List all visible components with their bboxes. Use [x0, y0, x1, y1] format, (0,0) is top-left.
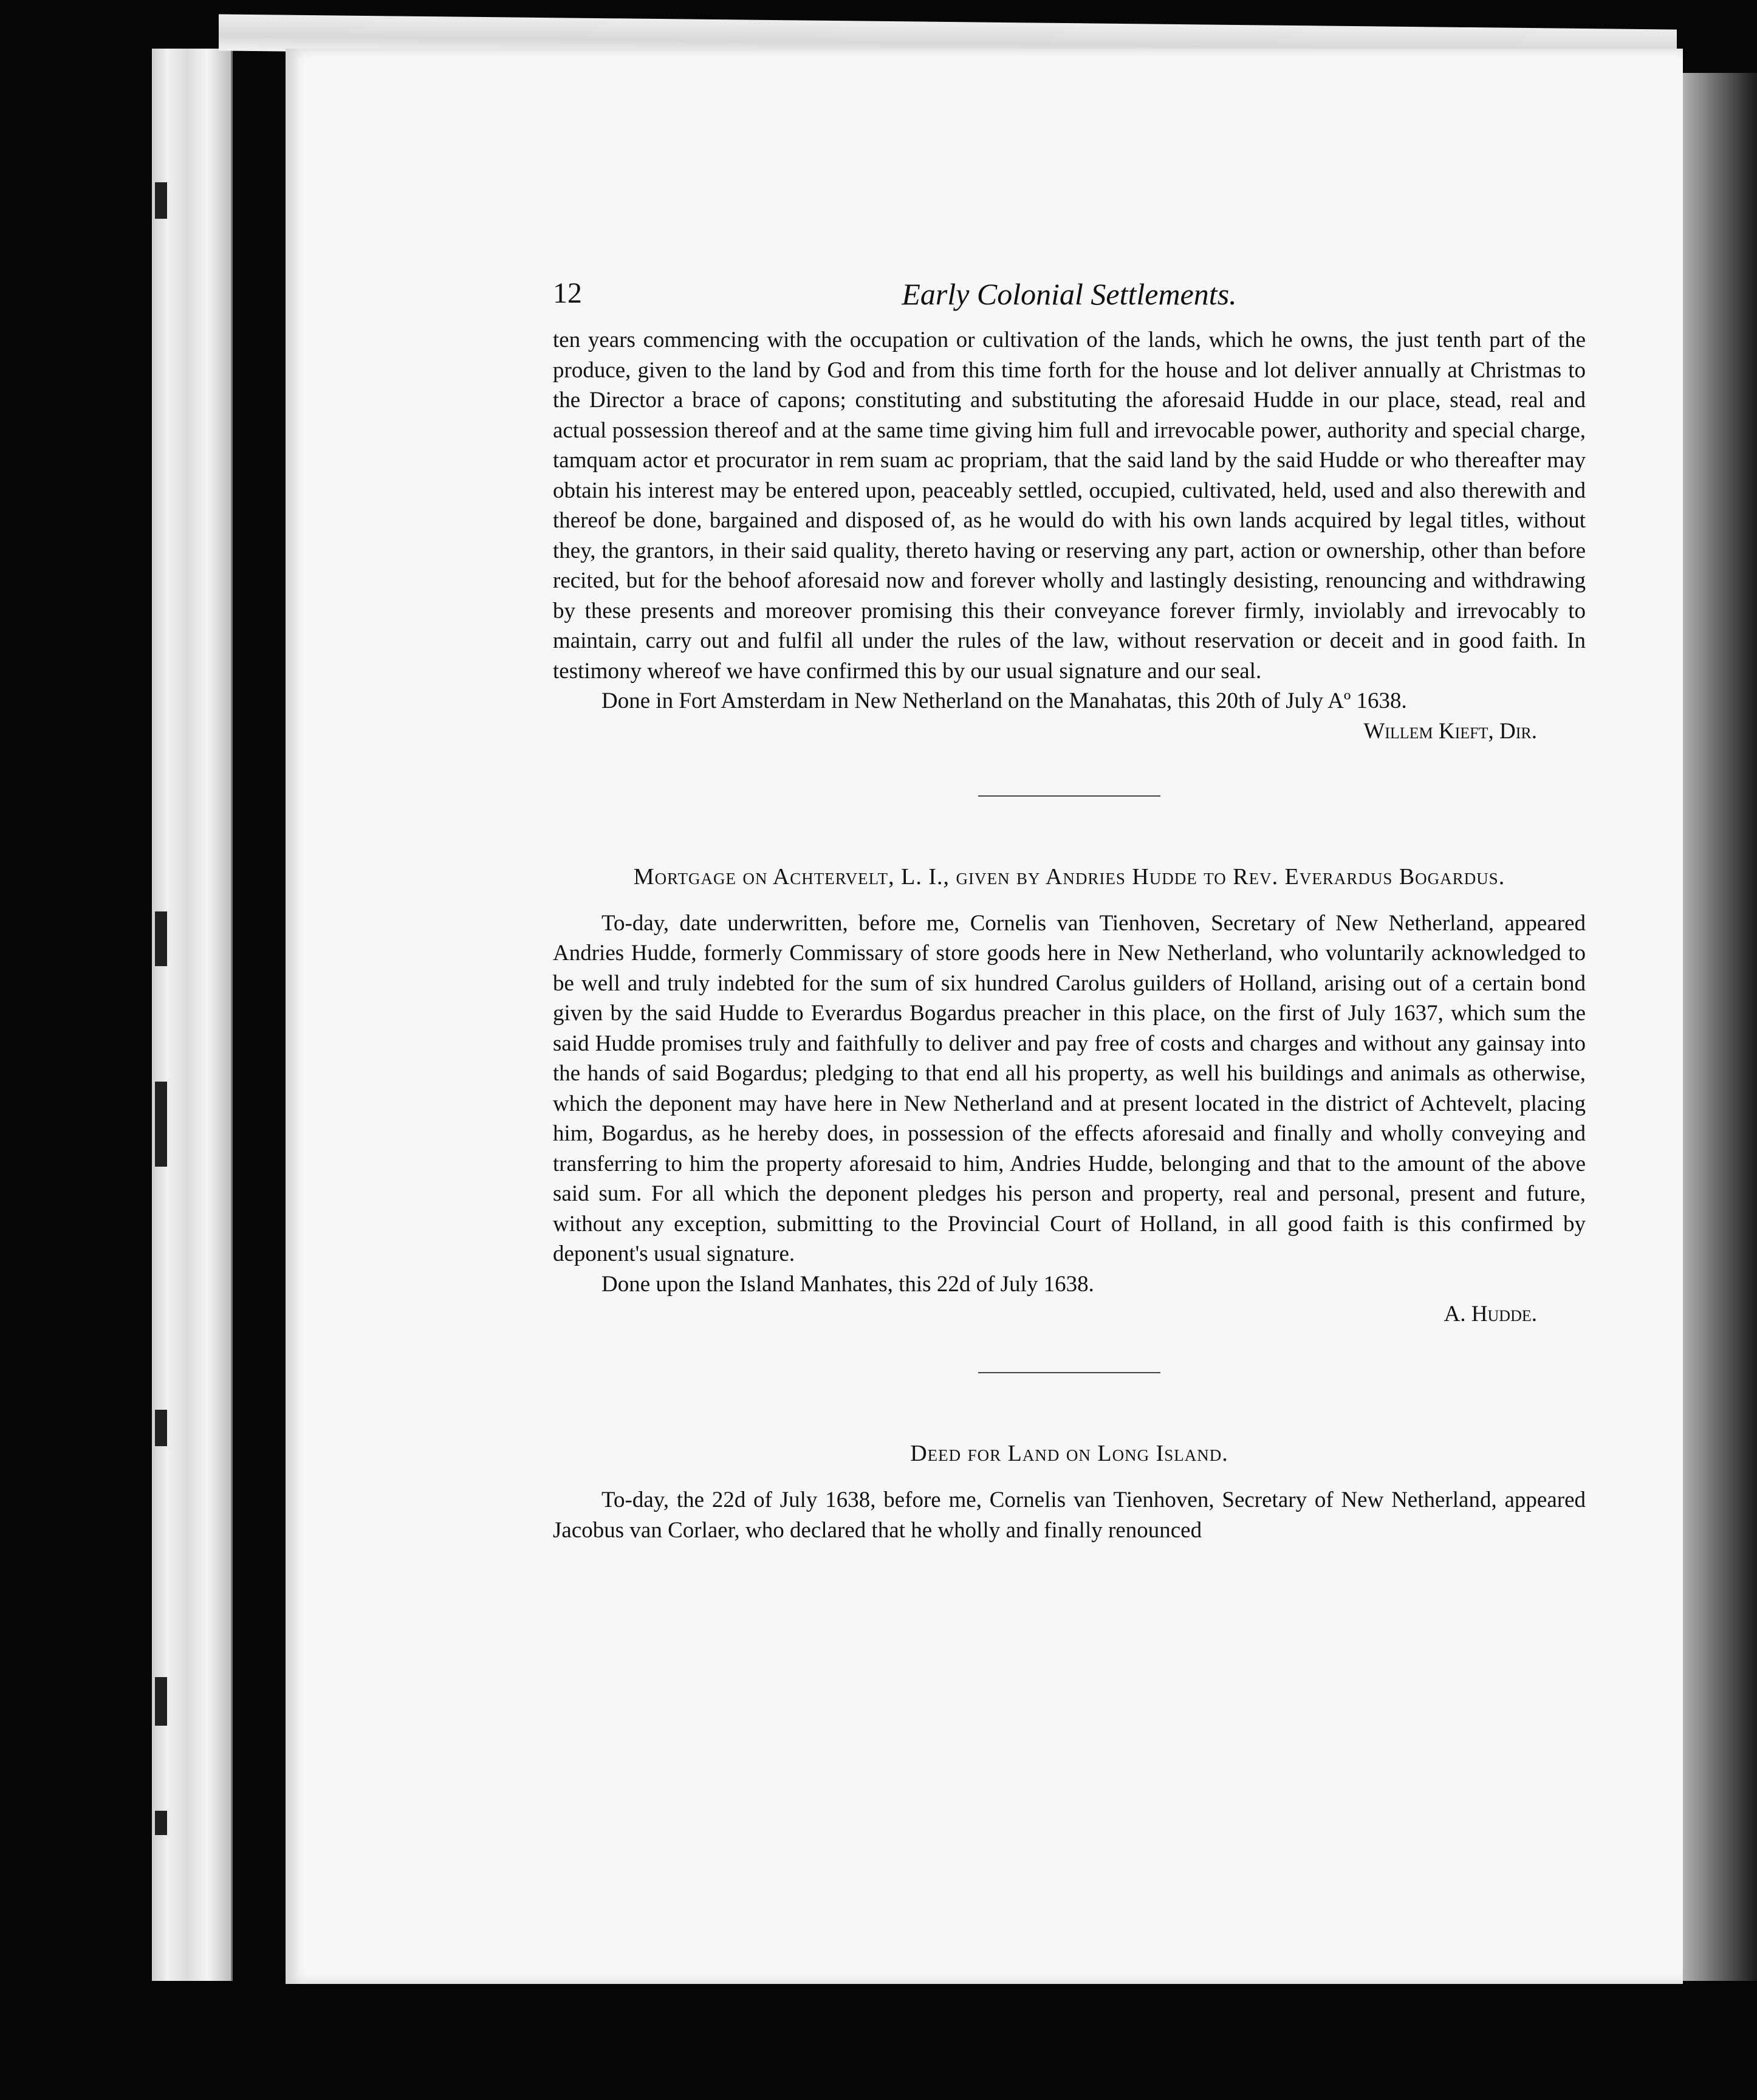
- page-number: 12: [553, 277, 582, 309]
- binding-marks: [155, 182, 173, 1944]
- mortgage-body: To-day, date underwritten, before me, Cornelis van Tienhoven, Secretary of New Netherland, appeared Andries Hudde, formerly Commissary of store goods here in New Netherland, who voluntarily acknowledged to be well and truly indebted for the sum of six hundred Carolus guilders of Holland, arising out of a certain bond given by the said Hudde to Everardus Bogardus preacher in this place, on the first of July 1637, which sum the said Hudde promises truly and faithfully to deliver and pay free of costs and charges and without any gainsay into the hands of said Bogardus; pledging to that end all his property, as well his buildings and animals as otherwise, which the deponent may have here in New Netherland and at present located in the district of Achtevelt, placing him, Bogardus, as he hereby does, in possession of the effects aforesaid and finally and wholly conveying and transferring to him the property aforesaid to him, Andries Hudde, belonging and that to the amount of the above said sum. For all which the deponent pledges his person and property, real and personal, present and future, without any exception, submitting to the Provincial Court of Holland, in all good faith is this confirmed by deponent's usual signature.: [553, 910, 1586, 1266]
- signature-kieft: Willem Kieft, Dir.: [1363, 718, 1537, 744]
- mortgage-text: [553, 908, 1586, 1269]
- deed-long-island-text: [553, 1485, 1586, 1545]
- book-page: [286, 49, 1683, 1984]
- mortgage-heading: Mortgage on Achtervelt, L. I., given by Andries Hudde to Rev. Everardus Bogardus.: [633, 863, 1505, 890]
- dated-line: Done in Fort Amsterdam in New Netherland on the Manahatas, this 20th of July Aº 1638.: [601, 688, 1407, 713]
- mortgage-dated: [553, 1269, 1586, 1300]
- signature-hudde: A. Hudde.: [1444, 1302, 1537, 1326]
- deed-long-island-heading: Deed for Land on Long Island.: [910, 1441, 1228, 1466]
- deed-continuation-dated: [553, 686, 1586, 716]
- deed-body: To-day, the 22d of July 1638, before me, Cornelis van Tienhoven, Secretary of New Netherland, appeared Jacobus van Corlaer, who declared that he wholly and finally renounced: [553, 1487, 1586, 1543]
- page-content: [553, 276, 1586, 1545]
- running-title: Early Colonial Settlements.: [902, 277, 1237, 311]
- deed-continuation-text: ten years commencing with the occupation or cultivation of the lands, which he owns, the just tenth part of the produce, given to the land by God and from this time forth for the house and lot deliver annually at Christmas to the Director a brace of capons; constituting and substituting the aforesaid Hudde in our place, stead, real and actual possession thereof and at the same time giving him full and irrevocable power, authority and special charge, tamquam actor et procurator in rem suam ac propriam, that the said land by the said Hudde or who thereafter may obtain his interest may be entered upon, peaceably settled, occupied, cultivated, held, used and also therewith and thereof be done, bargained and disposed of, as he would do with his own lands acquired by legal titles, without they, the grantors, in their said quality, thereto having or reserving any part, action or ownership, other than before recited, but for the behoof aforesaid now and forever wholly and lastingly desisting, renouncing and withdrawing by these presents and moreover promising this their conveyance forever firmly, inviolably and irrevocably to maintain, carry out and fulfil all under the rules of the law, without reservation or deceit and in good faith. In testimony whereof we have confirmed this by our usual signature and our seal.: [553, 328, 1586, 684]
- running-head: [553, 276, 1586, 325]
- dated-line: Done upon the Island Manhates, this 22d of July 1638.: [601, 1271, 1094, 1297]
